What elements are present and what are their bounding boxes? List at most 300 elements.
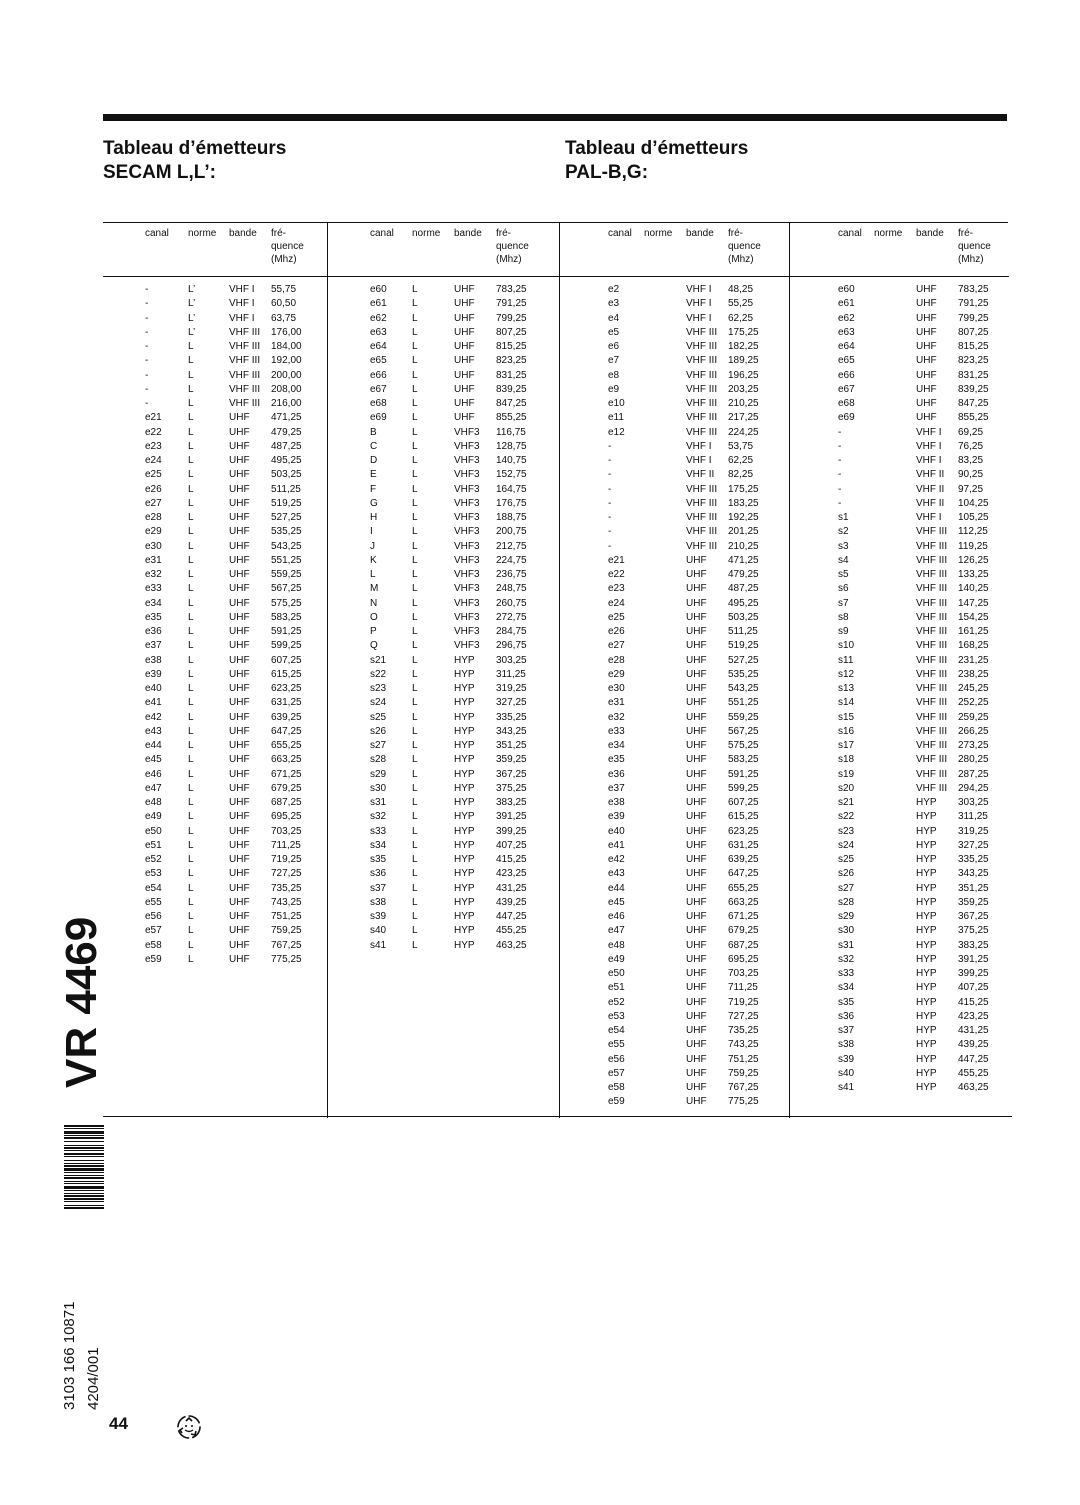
cell-canal: e51 [145,839,162,851]
cell-bande: VHF3 [454,554,480,566]
cell-canal: - [838,469,842,481]
cell-canal: e55 [145,896,162,908]
header-bande: bande [686,228,714,239]
table-row [103,511,327,525]
pal-table-1 [559,223,790,1118]
table-row [560,782,790,796]
cell-bande: UHF [686,854,707,865]
cell-frequence: 175,25 [728,483,759,495]
table-row [328,354,560,368]
cell-frequence: 431,25 [496,882,527,894]
table-row [790,383,1009,397]
cell-norme: L’ [188,298,196,310]
cell-bande: UHF [686,1096,707,1108]
table-row [328,582,560,596]
cell-frequence: 727,25 [728,1010,759,1022]
cell-bande: UHF [229,868,250,880]
cell-frequence: 383,25 [496,797,527,808]
cell-canal: s39 [838,1053,855,1065]
cell-canal: s11 [838,654,854,666]
cell-bande: HYP [916,825,937,837]
table-row [103,739,327,753]
table-row [790,1024,1009,1038]
cell-bande: UHF [229,426,250,438]
table-row [328,283,560,297]
table-row [790,967,1009,981]
cell-bande: VHF3 [454,497,480,509]
cell-frequence: 97,25 [958,483,984,495]
cell-canal: J [370,540,375,552]
table-row [328,397,560,411]
table-row [790,825,1009,839]
cell-frequence: 303,25 [496,654,527,666]
table-row [560,340,790,354]
cell-frequence: 495,25 [728,597,759,609]
cell-frequence: 799,25 [958,312,989,324]
cell-norme: L [412,341,418,352]
cell-canal: e61 [838,298,855,310]
cell-norme: L [188,369,194,381]
cell-bande: VHF III [686,398,718,409]
cell-frequence: 767,25 [728,1082,759,1093]
cell-frequence: 212,75 [496,540,527,552]
cell-frequence: 391,25 [958,953,989,965]
cell-canal: s5 [838,569,849,580]
cell-frequence: 236,75 [496,569,527,580]
cell-frequence: 200,00 [271,369,302,381]
cell-bande: UHF [686,896,707,908]
table-row [103,825,327,839]
cell-norme: L [188,526,194,538]
barcode-bar [64,1163,104,1164]
table-row [560,440,790,454]
cell-canal: s26 [838,868,855,880]
cell-canal: e68 [838,398,855,409]
cell-canal: e4 [608,312,620,324]
part-number-line1: 3103 166 10871 [61,1301,78,1410]
table-row [328,554,560,568]
barcode-bar [64,1172,104,1173]
cell-bande: VHF3 [454,583,480,595]
table-row [790,1067,1009,1081]
cell-bande: VHF III [916,740,948,751]
cell-canal: e66 [370,369,387,381]
table-row [103,369,327,383]
cell-bande: UHF [229,626,250,637]
cell-frequence: 53,75 [728,440,754,452]
cell-canal: M [370,583,379,595]
cell-norme: L [412,854,418,865]
bottom-rule [103,1116,1012,1117]
cell-canal: e65 [838,355,855,367]
cell-norme: L [188,611,194,623]
cell-bande: HYP [916,911,937,922]
column-header [560,227,790,275]
cell-frequence: 272,75 [496,611,527,623]
cell-canal: e60 [370,284,387,295]
cell-norme: L [412,797,418,808]
cell-frequence: 69,25 [958,426,984,438]
header-frequence-label: quence [728,241,761,252]
table-row [103,497,327,511]
cell-bande: VHF III [916,654,948,666]
table-row [103,283,327,297]
barcode-bar [64,1183,104,1184]
table-row [328,782,560,796]
cell-bande: VHF III [916,583,948,595]
cell-bande: UHF [229,740,250,751]
table-row [560,1010,790,1024]
cell-frequence: 663,25 [271,754,302,766]
cell-canal: - [145,298,149,310]
cell-frequence: 294,25 [958,782,989,794]
table-row [328,768,560,782]
cell-bande: UHF [229,440,250,452]
cell-frequence: 663,25 [728,896,759,908]
cell-bande: HYP [454,782,475,794]
cell-frequence: 259,25 [958,711,989,723]
cell-frequence: 176,75 [496,497,527,509]
table-row [328,326,560,340]
table-row [790,354,1009,368]
table-row [790,668,1009,682]
cell-bande: HYP [916,797,937,808]
barcode-bar [64,1165,104,1167]
cell-frequence: 140,25 [958,583,989,595]
table-row [328,654,560,668]
cell-canal: - [838,483,842,495]
cell-canal: e54 [145,882,162,894]
cell-norme: L [412,611,418,623]
cell-canal: - [608,512,612,523]
cell-canal: - [608,483,612,495]
cell-bande: HYP [916,1010,937,1022]
barcode-bar [64,1156,104,1157]
cell-canal: - [145,312,149,324]
cell-canal: e22 [145,426,162,438]
cell-canal: e22 [608,569,625,580]
header-frequence-label: quence [271,241,304,252]
cell-canal: e45 [145,754,162,766]
cell-frequence: 200,75 [496,526,527,538]
table-row [103,326,327,340]
cell-frequence: 192,25 [728,512,759,523]
cell-frequence: 82,25 [728,469,754,481]
table-row [790,753,1009,767]
cell-frequence: 83,25 [958,455,984,466]
cell-bande: HYP [916,1053,937,1065]
cell-norme: L [188,398,194,409]
header-frequence-label: fré- [271,228,286,239]
cell-frequence: 455,25 [496,925,527,937]
cell-frequence: 351,25 [958,882,989,894]
cell-bande: VHF III [916,768,948,780]
cell-canal: H [370,512,378,523]
table-row [103,896,327,910]
cell-norme: L [412,925,418,937]
barcode-bar [64,1193,104,1194]
cell-frequence: 727,25 [271,868,302,880]
cell-bande: UHF [686,782,707,794]
cell-norme: L [412,626,418,637]
cell-canal: e62 [838,312,855,324]
cell-frequence: 407,25 [958,982,989,994]
cell-bande: UHF [686,882,707,894]
table-row [790,939,1009,953]
cell-canal: e25 [608,611,625,623]
cell-frequence: 439,25 [496,896,527,908]
cell-frequence: 105,25 [958,512,989,523]
cell-canal: C [370,440,378,452]
cell-canal: e50 [145,825,162,837]
cell-canal: D [370,455,378,466]
cell-frequence: 447,25 [958,1053,989,1065]
cell-frequence: 471,25 [728,554,759,566]
cell-canal: e23 [608,583,625,595]
cell-frequence: 591,25 [271,626,302,637]
cell-frequence: 192,00 [271,355,302,367]
cell-norme: L [412,683,418,694]
table-rows [790,283,1009,1095]
header-rule [328,276,560,277]
cell-bande: VHF III [229,369,261,381]
cell-bande: UHF [229,654,250,666]
cell-frequence: 687,25 [728,939,759,951]
cell-canal: e9 [608,383,620,395]
table-row [560,711,790,725]
cell-bande: HYP [454,925,475,937]
cell-frequence: 210,25 [728,398,759,409]
cell-bande: UHF [229,611,250,623]
cell-bande: HYP [454,896,475,908]
table-row [103,810,327,824]
cell-bande: VHF I [916,426,942,438]
cell-bande: VHF III [916,640,948,652]
cell-bande: HYP [916,896,937,908]
cell-frequence: 735,25 [271,882,302,894]
cell-frequence: 367,25 [958,911,989,922]
cell-frequence: 831,25 [496,369,527,381]
cell-bande: UHF [686,640,707,652]
cell-bande: UHF [916,341,937,352]
cell-canal: s40 [838,1067,855,1079]
cell-frequence: 591,25 [728,768,759,780]
table-row [328,483,560,497]
cell-canal: e69 [838,412,855,424]
cell-norme: L [188,725,194,737]
cell-frequence: 455,25 [958,1067,989,1079]
cell-bande: VHF III [229,341,261,352]
cell-frequence: 175,25 [728,326,759,338]
cell-norme: L [188,896,194,908]
cell-bande: VHF III [686,526,718,538]
cell-bande: UHF [686,839,707,851]
cell-norme: L [412,668,418,680]
cell-canal: s34 [838,982,855,994]
table-row [328,639,560,653]
cell-bande: UHF [686,1039,707,1051]
table-row [560,896,790,910]
cell-canal: - [608,540,612,552]
cell-canal: P [370,626,377,637]
cell-bande: UHF [686,911,707,922]
table-row [328,468,560,482]
cell-bande: VHF III [916,683,948,694]
cell-canal: e69 [370,412,387,424]
cell-canal: s4 [838,554,849,566]
cell-canal: e21 [608,554,625,566]
cell-bande: UHF [229,554,250,566]
cell-frequence: 767,25 [271,939,302,951]
table-row [790,340,1009,354]
barcode-bar [64,1205,104,1206]
cell-norme: L [188,811,194,823]
cell-canal: s28 [370,754,387,766]
cell-canal: - [145,355,149,367]
table-row [790,711,1009,725]
cell-bande: UHF [229,896,250,908]
cell-bande: VHF I [916,440,942,452]
cell-bande: UHF [229,469,250,481]
table-row [790,853,1009,867]
cell-frequence: 375,25 [496,782,527,794]
cell-norme: L [412,554,418,566]
cell-frequence: 807,25 [958,326,989,338]
cell-bande: HYP [916,1067,937,1079]
cell-bande: HYP [454,811,475,823]
cell-canal: s18 [838,754,855,766]
cell-canal: s22 [370,668,387,680]
cell-bande: UHF [686,754,707,766]
cell-norme: L [412,326,418,338]
cell-canal: - [608,455,612,466]
cell-frequence: 208,00 [271,383,302,395]
cell-frequence: 147,25 [958,597,989,609]
cell-canal: e45 [608,896,625,908]
cell-canal: s40 [370,925,387,937]
cell-bande: UHF [686,1025,707,1036]
cell-bande: VHF3 [454,597,480,609]
cell-bande: UHF [686,569,707,580]
cell-frequence: 140,75 [496,455,527,466]
cell-frequence: 495,25 [271,455,302,466]
cell-norme: L [412,583,418,595]
cell-canal: s29 [370,768,387,780]
header-rule [103,276,327,277]
table-row [560,639,790,653]
table-row [103,796,327,810]
cell-canal: e64 [370,341,387,352]
cell-bande: UHF [229,939,250,951]
cell-canal: e58 [145,939,162,951]
cell-frequence: 503,25 [728,611,759,623]
cell-frequence: 519,25 [271,497,302,509]
table-row [328,540,560,554]
cell-bande: UHF [229,569,250,580]
table-row [328,839,560,853]
cell-frequence: 383,25 [958,939,989,951]
table-row [560,810,790,824]
table-row [790,882,1009,896]
cell-bande: UHF [686,697,707,709]
cell-canal: e53 [608,1010,625,1022]
cell-frequence: 439,25 [958,1039,989,1051]
cell-frequence: 647,25 [271,725,302,737]
cell-frequence: 535,25 [728,668,759,680]
cell-bande: VHF II [916,483,945,495]
cell-canal: s6 [838,583,849,595]
table-row [790,426,1009,440]
cell-frequence: 415,25 [496,854,527,865]
cell-canal: s24 [838,839,855,851]
cell-canal: e39 [608,811,625,823]
cell-norme: L [412,455,418,466]
cell-bande: VHF III [916,725,948,737]
cell-bande: VHF I [686,298,712,310]
cell-frequence: 319,25 [958,825,989,837]
cell-canal: s21 [838,797,855,808]
cell-frequence: 431,25 [958,1025,989,1036]
cell-bande: UHF [229,839,250,851]
header-frequence-unit: (Mhz) [958,254,984,265]
cell-frequence: 823,25 [496,355,527,367]
cell-canal: e29 [608,668,625,680]
table-row [328,426,560,440]
cell-canal: e12 [608,426,625,438]
table-row [328,939,560,953]
cell-frequence: 273,25 [958,740,989,751]
cell-bande: UHF [229,583,250,595]
barcode-bar [64,1147,104,1149]
cell-norme: L [412,440,418,452]
channel-tables [103,222,1008,1118]
pal-table-2 [789,223,1009,1118]
cell-norme: L [188,455,194,466]
cell-bande: VHF III [686,497,718,509]
cell-bande: HYP [454,825,475,837]
table-row [103,867,327,881]
barcode-bar [64,1141,104,1142]
cell-canal: s27 [370,740,387,751]
cell-bande: UHF [454,398,475,409]
cell-canal: L [370,569,376,580]
cell-frequence: 399,25 [958,968,989,979]
cell-frequence: 224,25 [728,426,759,438]
table-row [328,369,560,383]
cell-bande: VHF I [229,312,255,324]
cell-canal: e35 [608,754,625,766]
cell-norme: L [188,554,194,566]
table-row [560,768,790,782]
table-row [103,668,327,682]
header-norme: norme [874,228,903,239]
cell-frequence: 154,25 [958,611,989,623]
table-row [560,967,790,981]
barcode-bar [64,1150,104,1151]
cell-canal: s39 [370,911,387,922]
cell-bande: UHF [686,725,707,737]
cell-bande: UHF [229,925,250,937]
cell-bande: UHF [454,298,475,310]
table-row [790,483,1009,497]
cell-canal: B [370,426,377,438]
table-row [328,625,560,639]
table-row [560,682,790,696]
table-row [103,953,327,967]
cell-norme: L [412,725,418,737]
cell-frequence: 559,25 [728,711,759,723]
barcode-bar [64,1137,104,1139]
